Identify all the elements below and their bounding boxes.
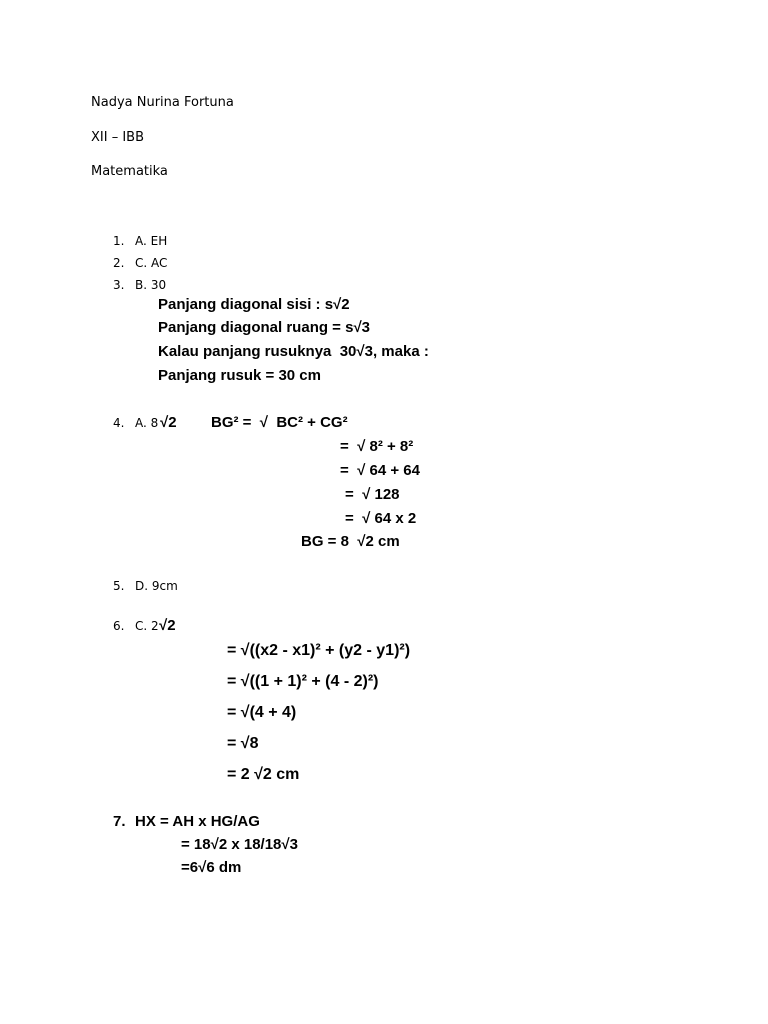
item-number: 1. (113, 234, 125, 248)
working-line: = √ 8² + 8² (340, 438, 414, 455)
item-number: 5. (113, 579, 125, 593)
working-result: =6√6 dm (181, 859, 242, 876)
working-result: BG = 8 √2 cm (301, 533, 400, 550)
working-line: = 18√2 x 18/18√3 (181, 836, 298, 853)
working-line: BG² = √ BC² + CG² (211, 414, 348, 431)
item-number: 7. (113, 813, 126, 830)
working-line: = √8 (227, 735, 259, 752)
working-line: = √(4 + 4) (227, 704, 297, 721)
working-line: Panjang rusuk = 30 cm (158, 367, 321, 384)
working-line: = √ 64 + 64 (340, 462, 420, 479)
working-line: HX = AH x HG/AG (135, 813, 260, 830)
working-line: = √ 128 (345, 486, 400, 503)
student-class: XII – IBB (91, 130, 145, 145)
answer-choice: C. AC (135, 256, 168, 270)
working-result: = 2 √2 cm (227, 766, 300, 783)
answer-choice: C. 2 (135, 619, 159, 633)
working-line: = √ 64 x 2 (345, 510, 417, 527)
working-line: Panjang diagonal ruang = s√3 (158, 319, 371, 336)
item-number: 3. (113, 278, 125, 292)
item-number: 6. (113, 619, 125, 633)
answer-choice: D. 9cm (135, 579, 178, 593)
working-line: Panjang diagonal sisi : s√2 (158, 296, 350, 313)
item-number: 4. (113, 416, 125, 430)
answer-choice: B. 30 (135, 278, 167, 292)
answer-root: √2 (160, 414, 177, 431)
answer-choice: A. 8 (135, 416, 159, 430)
student-name: Nadya Nurina Fortuna (91, 95, 234, 110)
answer-root: √2 (159, 617, 176, 634)
working-line: = √((x2 - x1)² + (y2 - y1)²) (227, 642, 411, 659)
item-number: 2. (113, 256, 125, 270)
working-line: = √((1 + 1)² + (4 - 2)²) (227, 673, 379, 690)
subject-title: Matematika (91, 164, 168, 179)
answer-choice: A. EH (135, 234, 168, 248)
working-line: Kalau panjang rusuknya 30√3, maka : (158, 343, 429, 360)
